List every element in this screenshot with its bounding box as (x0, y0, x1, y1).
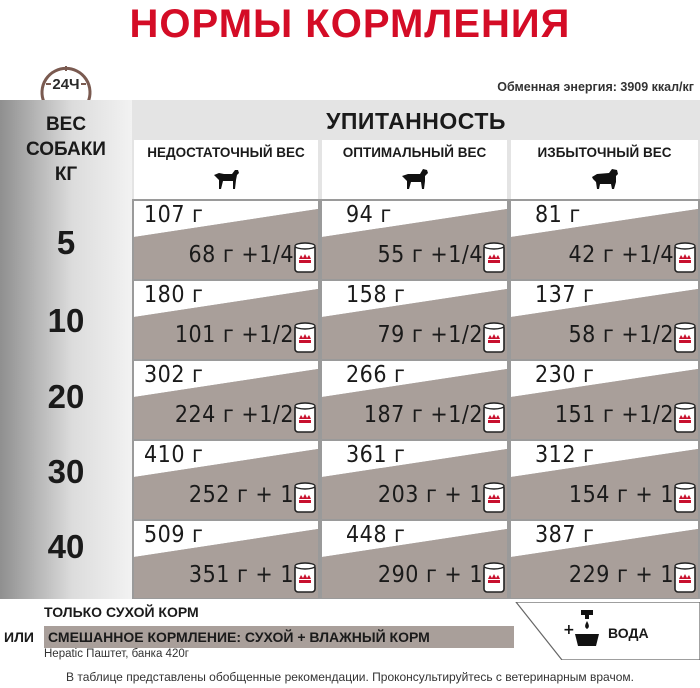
mixed-amount: 55 г +1/4 (377, 242, 483, 268)
feeding-cell (511, 521, 698, 598)
weight-value: 10 (47, 302, 85, 339)
feeding-cell (134, 281, 318, 359)
page-title: НОРМЫ КОРМЛЕНИЯ (129, 2, 571, 46)
column-header-underweight: НЕДОСТАТОЧНЫЙ ВЕС (134, 140, 318, 199)
feeding-cell (134, 521, 318, 598)
feeding-cell (322, 441, 507, 519)
can-icon (674, 242, 696, 274)
dry-amount: 448 г (346, 522, 406, 548)
disclaimer: В таблице представлены обобщенные рекомендации. Проконсультируйтесь с ветеринарным врачом. (66, 670, 634, 684)
nutrition-header: УПИТАННОСТЬ (326, 108, 506, 134)
can-icon (483, 242, 505, 274)
dry-only-label: ТОЛЬКО СУХОЙ КОРМ (44, 604, 199, 620)
svg-text:+: + (563, 622, 575, 638)
dry-amount: 312 г (535, 442, 595, 468)
dry-amount: 387 г (535, 522, 595, 548)
dry-amount: 137 г (535, 282, 595, 308)
mixed-amount: 290 г + 1 (377, 562, 483, 588)
mixed-sub-label: Hepatic Паштет, банка 420г (44, 648, 189, 660)
can-icon (674, 322, 696, 354)
feeding-cell (134, 201, 318, 279)
weight-header: ВЕС СОБАКИ КГ (26, 114, 106, 185)
column-header-overweight: ИЗБЫТОЧНЫЙ ВЕС (511, 140, 698, 199)
feeding-cell (511, 201, 698, 279)
dog-icon (590, 165, 620, 191)
weight-value: 30 (47, 453, 85, 490)
mixed-label: СМЕШАННОЕ КОРМЛЕНИЕ: СУХОЙ + ВЛАЖНЫЙ КОРМ (48, 629, 430, 645)
mixed-amount: 224 г +1/2 (174, 402, 294, 428)
can-icon (674, 482, 696, 514)
can-icon (294, 322, 316, 354)
mixed-amount: 58 г +1/2 (568, 322, 674, 348)
can-icon (674, 562, 696, 594)
dry-amount: 158 г (346, 282, 406, 308)
clock-label: 24Ч (52, 76, 80, 93)
feeding-cell (322, 361, 507, 439)
mixed-amount: 154 г + 1 (568, 482, 674, 508)
can-icon (674, 402, 696, 434)
mixed-amount: 42 г +1/4 (568, 242, 674, 268)
can-icon (483, 402, 505, 434)
can-icon (483, 482, 505, 514)
feeding-cell (322, 521, 507, 598)
mixed-amount: 252 г + 1 (188, 482, 294, 508)
feeding-cell (511, 441, 698, 519)
can-icon (294, 562, 316, 594)
dry-amount: 266 г (346, 362, 406, 388)
mixed-amount: 151 г +1/2 (554, 402, 674, 428)
mixed-amount: 203 г + 1 (377, 482, 483, 508)
water-label: ВОДА (608, 625, 649, 641)
or-label: ИЛИ (4, 629, 34, 645)
can-icon (294, 482, 316, 514)
can-icon (294, 242, 316, 274)
dry-amount: 410 г (144, 442, 204, 468)
dry-amount: 361 г (346, 442, 406, 468)
water-bowl-icon (563, 606, 603, 648)
dog-icon (211, 165, 241, 191)
column-header-optimal: ОПТИМАЛЬНЫЙ ВЕС (322, 140, 507, 199)
feeding-cell (511, 361, 698, 439)
dry-amount: 180 г (144, 282, 204, 308)
dry-amount: 302 г (144, 362, 204, 388)
mixed-amount: 68 г +1/4 (188, 242, 294, 268)
feeding-cell (134, 441, 318, 519)
mixed-amount: 79 г +1/2 (377, 322, 483, 348)
dry-amount: 230 г (535, 362, 595, 388)
water-panel (510, 602, 700, 660)
feeding-cell (322, 201, 507, 279)
mixed-amount: 101 г +1/2 (174, 322, 294, 348)
dry-amount: 94 г (346, 202, 392, 228)
mixed-amount: 351 г + 1 (188, 562, 294, 588)
mixed-amount: 229 г + 1 (568, 562, 674, 588)
mixed-amount: 187 г +1/2 (363, 402, 483, 428)
can-icon (294, 402, 316, 434)
dry-amount: 81 г (535, 202, 581, 228)
weight-value: 20 (47, 378, 85, 415)
dry-amount: 509 г (144, 522, 204, 548)
dry-amount: 107 г (144, 202, 204, 228)
feeding-cell (134, 361, 318, 439)
can-icon (483, 562, 505, 594)
energy-text: Обменная энергия: 3909 ккал/кг (497, 80, 694, 94)
feeding-cell (511, 281, 698, 359)
can-icon (483, 322, 505, 354)
dog-icon (400, 165, 430, 191)
feeding-cell (322, 281, 507, 359)
weight-value: 40 (47, 528, 85, 565)
weight-value: 5 (56, 224, 76, 261)
